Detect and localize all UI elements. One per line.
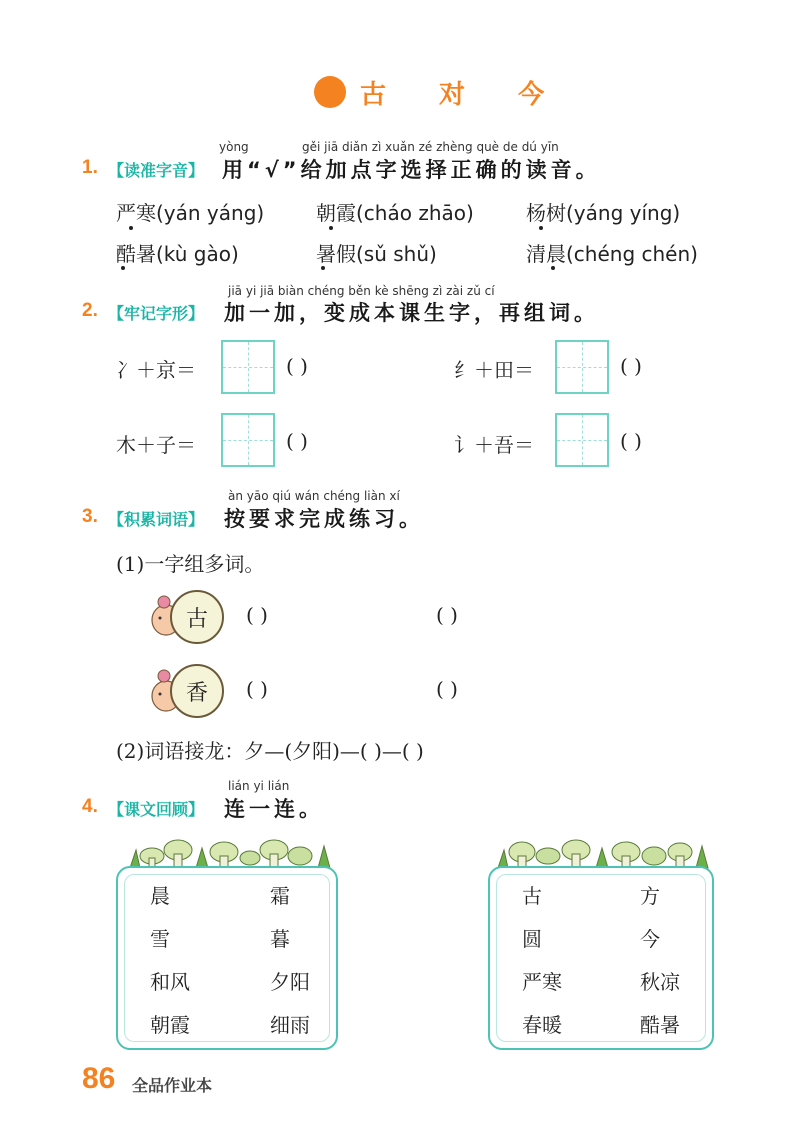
match-right-item[interactable]: 酷暑 [640, 1013, 680, 1037]
q3-number: 3. [82, 506, 98, 527]
writing-grid[interactable] [221, 413, 275, 467]
q3-tag: 【积累词语】 [108, 510, 205, 529]
match-right-item[interactable]: 霜 [270, 884, 290, 908]
q1-item-4: 酷暑(kù gào) [116, 242, 239, 266]
page-number: 86 [82, 1062, 116, 1095]
answer-blank[interactable]: ( ) [246, 677, 268, 701]
emphasis-dot [321, 266, 325, 270]
q2-expr-2: 纟＋田＝ [454, 358, 534, 382]
q1-tag: 【读准字音】 [108, 161, 205, 180]
q3-sub1: (1)一字组多词。 [116, 552, 265, 576]
answer-blank[interactable]: ( ) [246, 603, 268, 627]
q1-item-3: 杨树(yáng yíng) [526, 201, 681, 225]
page-title: 古 对 今 [360, 80, 567, 110]
writing-grid[interactable] [555, 340, 609, 394]
writing-grid[interactable] [221, 340, 275, 394]
q1-item-6: 清晨(chéng chén) [526, 242, 698, 266]
match-left-item[interactable]: 晨 [150, 884, 170, 908]
match-left-item[interactable]: 严寒 [522, 970, 562, 994]
emphasis-dot [551, 266, 555, 270]
q1-pinyin: gěi jiā diǎn zì xuǎn zé zhèng què de dú yīn [302, 140, 559, 154]
q4-instruction: 连一连。 [224, 797, 324, 821]
char-circle-gu: 古 [170, 590, 224, 644]
answer-blank[interactable]: ( ) [620, 354, 642, 378]
match-left-item[interactable]: 圆 [522, 927, 542, 951]
title-bullet-icon [314, 76, 346, 108]
answer-blank[interactable]: ( ) [620, 429, 642, 453]
char-circle-xiang: 香 [170, 664, 224, 718]
emphasis-dot [129, 226, 133, 230]
q2-pinyin: jiā yi jiā biàn chéng běn kè shēng zì zài zǔ cí [228, 284, 495, 298]
mushroom-border-icon [496, 830, 710, 870]
emphasis-dot [121, 266, 125, 270]
q3-instruction: 按要求完成练习。 [224, 507, 424, 531]
q1-item-5: 暑假(sǔ shǔ) [316, 242, 437, 266]
emphasis-dot [539, 226, 543, 230]
q1-pinyin-yong: yòng [219, 140, 249, 154]
q2-expr-1: 冫＋京＝ [116, 358, 196, 382]
q4-tag: 【课文回顾】 [108, 800, 205, 819]
q2-tag: 【牢记字形】 [108, 304, 205, 323]
book-title: 全品作业本 [132, 1076, 213, 1095]
q1-number: 1. [82, 157, 98, 178]
match-left-item[interactable]: 雪 [150, 927, 170, 951]
q3-pinyin: àn yāo qiú wán chéng liàn xí [228, 489, 400, 503]
answer-blank[interactable]: ( ) [286, 429, 308, 453]
q4-pinyin: lián yi lián [228, 779, 290, 793]
match-right-item[interactable]: 秋凉 [640, 970, 680, 994]
mushroom-border-icon [128, 830, 336, 870]
writing-grid[interactable] [555, 413, 609, 467]
q2-expr-4: 讠＋吾＝ [454, 433, 534, 457]
match-right-item[interactable]: 细雨 [270, 1013, 310, 1037]
answer-blank[interactable]: ( ) [436, 677, 458, 701]
q1-item-1: 严寒(yán yáng) [116, 201, 265, 225]
match-box-left [116, 866, 338, 1050]
answer-blank[interactable]: ( ) [286, 354, 308, 378]
match-box-right [488, 866, 714, 1050]
match-left-item[interactable]: 朝霞 [150, 1013, 190, 1037]
q2-expr-3: 木＋子＝ [116, 433, 196, 457]
answer-blank[interactable]: ( ) [436, 603, 458, 627]
emphasis-dot [329, 226, 333, 230]
q4-number: 4. [82, 796, 98, 817]
q2-instruction: 加一加，变成本课生字，再组词。 [224, 301, 599, 325]
match-right-item[interactable]: 夕阳 [270, 970, 310, 994]
q2-number: 2. [82, 300, 98, 321]
match-right-item[interactable]: 方 [640, 884, 660, 908]
match-left-item[interactable]: 春暖 [522, 1013, 562, 1037]
q1-instruction: 用“√”给加点字选择正确的读音。 [222, 158, 601, 182]
match-left-item[interactable]: 和风 [150, 970, 190, 994]
match-right-item[interactable]: 暮 [270, 927, 290, 951]
q1-item-2: 朝霞(cháo zhāo) [316, 201, 474, 225]
q3-sub2: (2)词语接龙：夕—(夕阳)—( )—( ) [116, 739, 424, 763]
match-right-item[interactable]: 今 [640, 927, 660, 951]
match-left-item[interactable]: 古 [522, 884, 542, 908]
